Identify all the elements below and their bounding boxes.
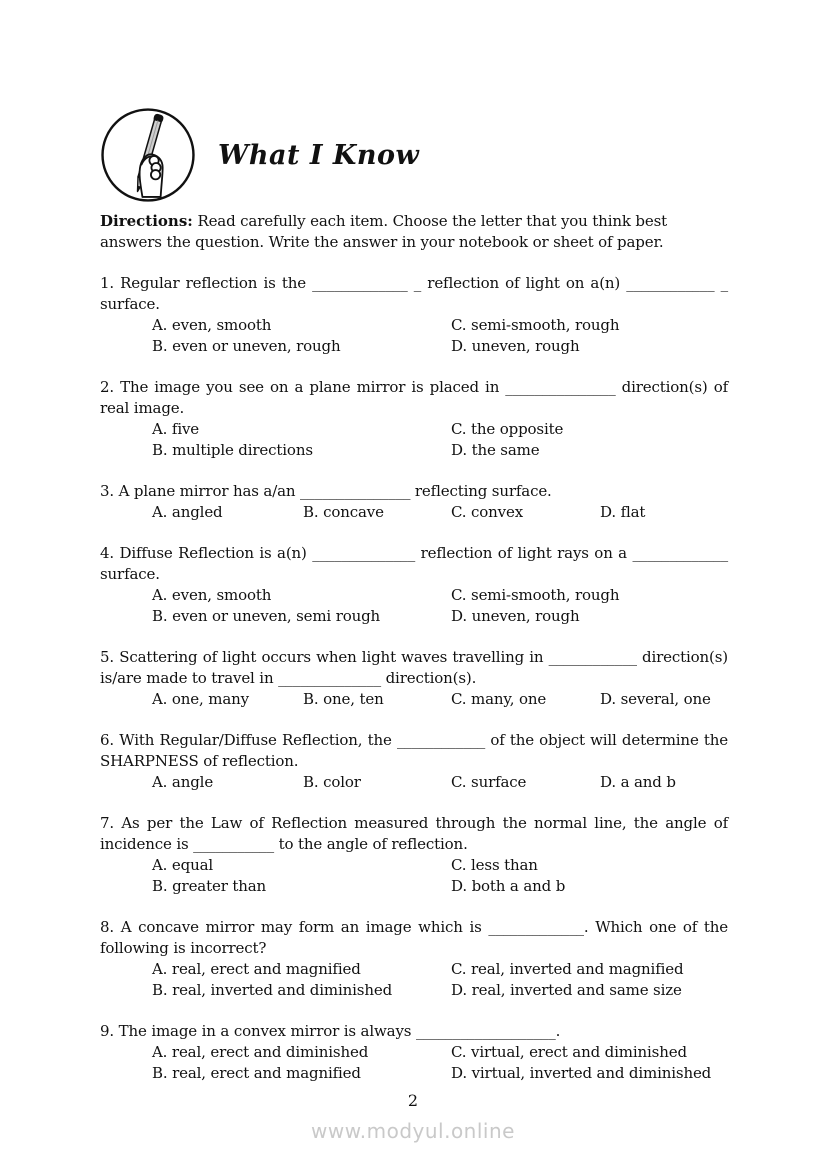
option-a: A. five (152, 420, 200, 438)
question-text: 9. The image in a convex mirror is always ___________________. (100, 1022, 561, 1040)
question-text: 8. A concave mirror may form an image which is _____________. Which one of the following is incorrect? (100, 918, 728, 957)
option-d: D. the same (451, 441, 540, 459)
option-d: D. several, one (600, 690, 711, 708)
option-b: B. real, inverted and diminished (152, 981, 393, 999)
option-c: C. many, one (451, 690, 547, 708)
question-text: 7. As per the Law of Reflection measured through the normal line, the angle of incidence is ___________ to the angle of reflection. (100, 814, 728, 853)
options-row (100, 855, 728, 897)
option-a: A. real, erect and magnified (152, 960, 361, 978)
option-b: B. one, ten (303, 690, 384, 708)
option-c: C. less than (451, 856, 538, 874)
question-text: 1. Regular reflection is the _____________ _ reflection of light on a(n) ____________ _ surface. (100, 274, 728, 313)
option-b: B. real, erect and magnified (152, 1064, 361, 1082)
question-block (100, 273, 728, 357)
option-b: B. color (303, 773, 361, 791)
option-d: D. real, inverted and same size (451, 981, 682, 999)
option-a: A. equal (152, 856, 214, 874)
questions (100, 273, 728, 1084)
option-c: C. real, inverted and magnified (451, 960, 684, 978)
options-row (100, 419, 728, 461)
question-block (100, 730, 728, 793)
option-b: B. greater than (152, 877, 267, 895)
option-c: C. virtual, erect and diminished (451, 1043, 687, 1061)
option-c: C. surface (451, 773, 527, 791)
question-block (100, 647, 728, 710)
option-a: A. even, smooth (152, 316, 272, 334)
option-b: B. even or uneven, semi rough (152, 607, 381, 625)
question-block (100, 1021, 728, 1084)
option-d: D. virtual, inverted and diminished (451, 1064, 712, 1082)
options-row (100, 959, 728, 1001)
question-text: 6. With Regular/Diffuse Reflection, the ____________ of the object will determine the SHARPNESS of reflection. (100, 731, 728, 770)
section-header (100, 107, 728, 203)
option-c: C. the opposite (451, 420, 564, 438)
option-b: B. concave (303, 503, 384, 521)
options-row (100, 1042, 728, 1084)
option-d: D. a and b (600, 773, 676, 791)
page-content (100, 107, 728, 1084)
options-row (100, 585, 728, 627)
option-b: B. multiple directions (152, 441, 313, 459)
options-row (100, 502, 728, 523)
section-title: What I Know (218, 139, 420, 171)
directions-text: Read carefully each item. Choose the letter that you think best answers the question. Write the answer in your notebook or sheet of paper. (100, 212, 668, 251)
option-d: D. uneven, rough (451, 337, 580, 355)
directions-label: Directions: (100, 212, 193, 230)
option-a: A. angled (152, 503, 223, 521)
option-d: D. flat (600, 503, 646, 521)
options-row (100, 772, 728, 793)
option-a: A. even, smooth (152, 586, 272, 604)
option-c: C. convex (451, 503, 524, 521)
question-text: 3. A plane mirror has a/an _______________ reflecting surface. (100, 482, 552, 500)
option-d: D. uneven, rough (451, 607, 580, 625)
options-row (100, 315, 728, 357)
question-text: 2. The image you see on a plane mirror is placed in _______________ direction(s) of real image. (100, 378, 728, 417)
question-block (100, 377, 728, 461)
question-text: 5. Scattering of light occurs when light waves travelling in ____________ direction(s) is/are made to travel in ______________ direction(s). (100, 648, 728, 687)
watermark: www.modyul.online (311, 1119, 515, 1143)
question-text: 4. Diffuse Reflection is a(n) ______________ reflection of light rays on a _____________ surface. (100, 544, 728, 583)
option-a: A. angle (152, 773, 214, 791)
options-row (100, 689, 728, 710)
page-number: 2 (407, 1091, 419, 1110)
option-a: A. one, many (152, 690, 249, 708)
option-c: C. semi-smooth, rough (451, 586, 620, 604)
option-c: C. semi-smooth, rough (451, 316, 620, 334)
directions (100, 211, 728, 253)
question-block (100, 481, 728, 523)
option-d: D. both a and b (451, 877, 566, 895)
question-block (100, 813, 728, 897)
option-b: B. even or uneven, rough (152, 337, 341, 355)
question-block (100, 543, 728, 627)
hand-writing-pencil-icon (100, 107, 196, 203)
question-block (100, 917, 728, 1001)
option-a: A. real, erect and diminished (152, 1043, 369, 1061)
